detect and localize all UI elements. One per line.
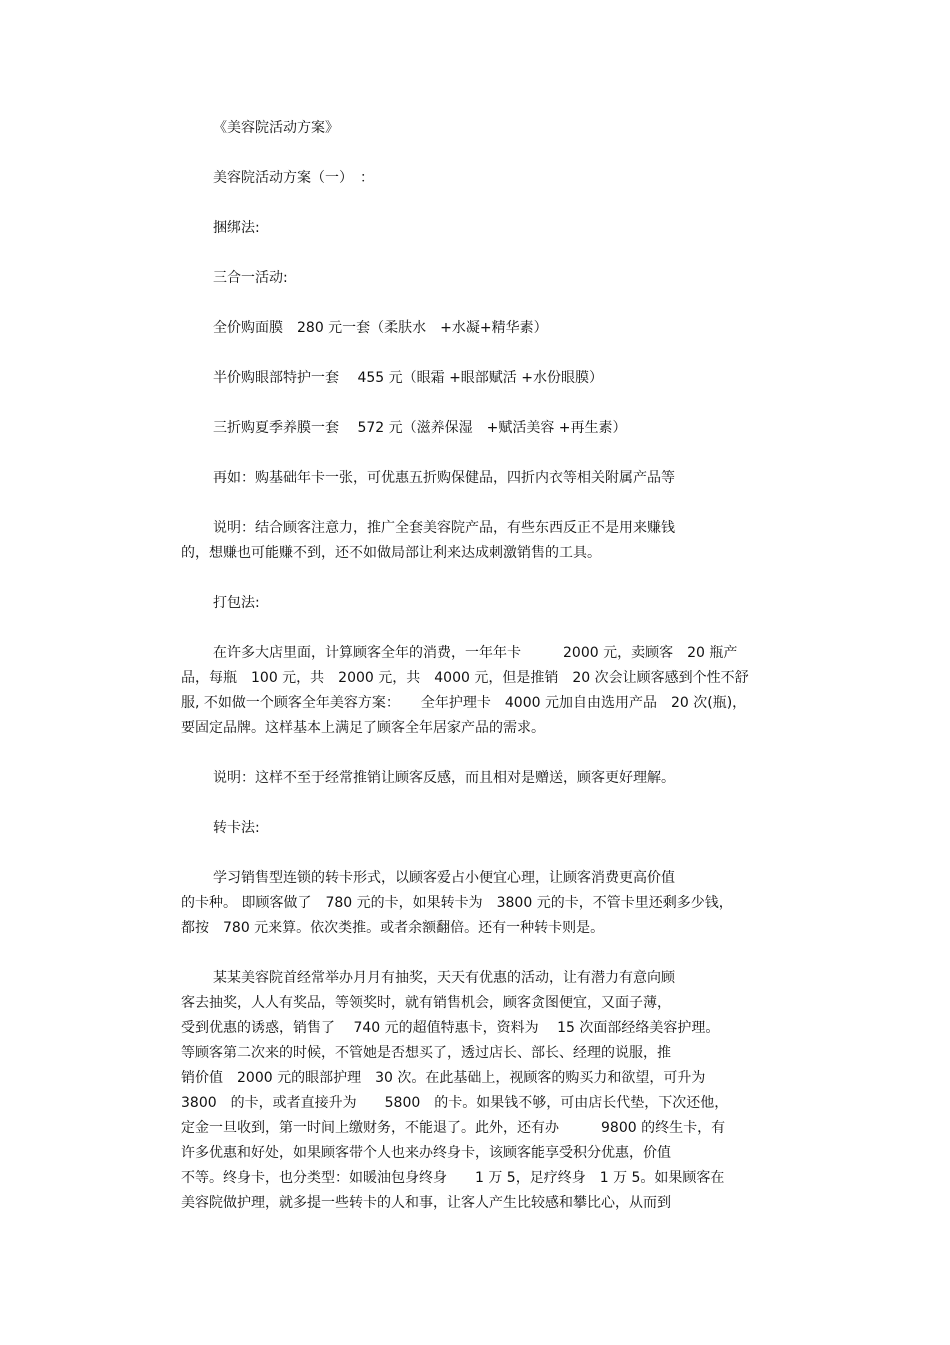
paragraph-line: 在许多大店里面，计算顾客全年的消费，一年年卡 2000 元，卖顾客 20 瓶产 [213,645,738,661]
paragraph-line: 客去抽奖，人人有奖品，等领奖时，就有销售机会，顾客贪图便宜，又面子薄， [181,995,671,1011]
paragraph-line: 服, 不如做一个顾客全年美容方案： 全年护理卡 4000 元加自由选用产品 20 次(瓶)， [181,695,747,711]
subsection-heading: 捆绑法: [213,220,260,236]
section-heading: 美容院活动方案（一） ： [213,170,374,186]
paragraph-line: 要固定品牌。这样基本上满足了顾客全年居家产品的需求。 [181,720,545,736]
subsection-heading: 打包法: [213,595,260,611]
paragraph-line: 美容院做护理，就多提一些转卡的人和事，让客人产生比较感和攀比心，从而到 [181,1195,671,1211]
paragraph-line: 三合一活动: [213,270,288,286]
subsection-heading: 转卡法: [213,820,260,836]
paragraph-line: 品，每瓶 100 元，共 2000 元，共 4000 元，但是推销 20 次会让顾客感到个性不舒 [181,670,749,686]
paragraph-line: 某某美容院首经常举办月月有抽奖，天天有优惠的活动，让有潜力有意向顾 [213,970,675,986]
paragraph-line: 全价购面膜 280 元一套（柔肤水 +水凝+精华素） [213,320,548,336]
paragraph-line: 再如：购基础年卡一张，可优惠五折购保健品，四折内衣等相关附属产品等 [213,470,675,486]
paragraph-line: 学习销售型连锁的转卡形式，以顾客爱占小便宜心理，让顾客消费更高价值 [213,870,675,886]
paragraph-line: 三折购夏季养膜一套 572 元（滋养保湿 +赋活美容 +再生素） [213,420,627,436]
paragraph-line: 等顾客第二次来的时候，不管她是否想买了，透过店长、部长、经理的说服，推 [181,1045,671,1061]
paragraph-line: 许多优惠和好处，如果顾客带个人也来办终身卡，该顾客能享受积分优惠，价值 [181,1145,671,1161]
paragraph-line: 半价购眼部特护一套 455 元（眼霜 +眼部赋活 +水份眼膜） [213,370,603,386]
paragraph-line: 的卡种。 即顾客做了 780 元的卡，如果转卡为 3800 元的卡，不管卡里还剩多少钱， [181,895,733,911]
paragraph-line: 受到优惠的诱惑，销售了 740 元的超值特惠卡，资料为 15 次面部经络美容护理。 [181,1020,720,1036]
paragraph-line: 3800 的卡，或者直接升为 5800 的卡。如果钱不够，可由店长代垫，下次还他， [181,1095,729,1111]
document-title: 《美容院活动方案》 [213,120,339,136]
paragraph-line: 销价值 2000 元的眼部护理 30 次。在此基础上，视顾客的购买力和欲望，可升为 [181,1070,706,1086]
paragraph-line: 的，想赚也可能赚不到，还不如做局部让利来达成刺激销售的工具。 [181,545,601,561]
paragraph-line: 说明：这样不至于经常推销让顾客反感，而且相对是赠送，顾客更好理解。 [213,770,675,786]
paragraph-line: 说明：结合顾客注意力，推广全套美容院产品，有些东西反正不是用来赚钱 [213,520,675,536]
paragraph-line: 不等。终身卡，也分类型：如暖油包身终身 1 万 5，足疗终身 1 万 5。如果顾客在 [181,1170,725,1186]
paragraph-line: 都按 780 元来算。依次类推。或者余额翻倍。还有一种转卡则是。 [181,920,605,936]
paragraph-line: 定金一旦收到，第一时间上缴财务，不能退了。此外，还有办 9800 的终生卡，有 [181,1120,726,1136]
